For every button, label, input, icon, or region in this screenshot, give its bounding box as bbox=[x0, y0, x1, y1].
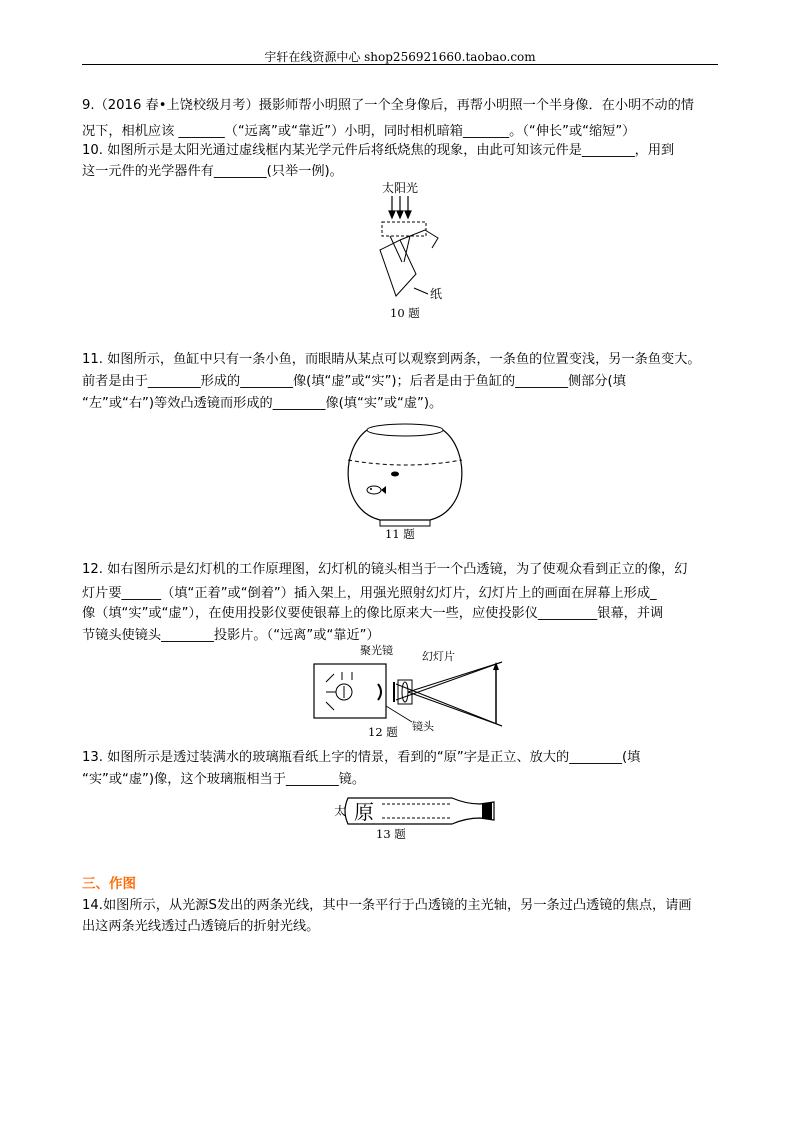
fig12-lens-label: 镜头 bbox=[412, 720, 434, 733]
small-fish-image bbox=[391, 472, 399, 477]
q14-line-2: 出这两条光线透过凸透镜后的折射光线。 bbox=[82, 919, 320, 934]
fig10-paper-label: 纸 bbox=[430, 287, 443, 301]
water-surface-line bbox=[348, 460, 462, 465]
q10-line-1: 10. 如图所示是太阳光通过虚线框内某光学元件后将纸烧焦的现象，由此可知该元件是________，用到 bbox=[82, 143, 675, 158]
lens-tube bbox=[398, 680, 412, 704]
q13-line-1: 13. 如图所示是透过装满水的玻璃瓶看纸上字的情景，看到的“原”字是正立、放大的________(填 bbox=[82, 750, 641, 765]
fig12-slide-label: 幻灯片 bbox=[422, 650, 455, 663]
fig10-sunlight-label: 太阳光 bbox=[382, 181, 419, 195]
dashed-element-box bbox=[382, 222, 426, 236]
q14-line-1: 14.如图所示，从光源S发出的两条光线，其中一条平行于凸透镜的主光轴，另一条过凸透镜的焦点，请画 bbox=[82, 898, 692, 913]
q9-line-2: 况下，相机应该 _______（“远离”或“靠近”）小明，同时相机暗箱_______。（“伸长”或“缩短”） bbox=[82, 124, 636, 139]
fig13-small-char: 太 bbox=[334, 804, 347, 818]
q11-line-2: 前者是由于________形成的________像(填“虚”或“实”)；后者是由于鱼缸的________侧部分(填 bbox=[82, 374, 626, 389]
section-3-title: 三、作图 bbox=[82, 876, 136, 892]
bottle-cap bbox=[482, 803, 492, 819]
figure-13-water-bottle bbox=[334, 790, 504, 842]
header-divider bbox=[82, 64, 718, 65]
sun-ray-arrows bbox=[389, 196, 411, 218]
fig13-caption: 13 题 bbox=[376, 827, 406, 841]
q11-line-3: “左”或“右”)等效凸透镜而形成的________像(填“实”或“虚”)。 bbox=[82, 396, 443, 411]
q9-line-1: 9.（2016 春•上饶校级月考）摄影师帮小明照了一个全身像后，再帮小明照一个半身像．在小明不动的情 bbox=[82, 98, 694, 113]
page-header: 宇轩在线资源中心 shop256921660.taobao.com bbox=[264, 50, 536, 64]
q12-line-4: 节镜头使镜头________投影片。（“远离”或“靠近”） bbox=[82, 628, 380, 643]
fig12-caption: 12 题 bbox=[368, 725, 398, 739]
figure-12-projector bbox=[312, 642, 512, 740]
fig10-caption: 10 题 bbox=[390, 306, 420, 320]
q12-line-1: 12. 如右图所示是幻灯机的工作原理图，幻灯机的镜头相当于一个凸透镜，为了使观众看到正立的像，幻 bbox=[82, 562, 688, 577]
projector-housing bbox=[314, 664, 386, 718]
fig11-caption: 11 题 bbox=[385, 527, 415, 540]
fig12-condenser-label: 聚光镜 bbox=[360, 644, 393, 657]
q11-line-1: 11. 如图所示，鱼缸中只有一条小鱼，而眼睛从某点可以观察到两条，一条鱼的位置变浅，另一条鱼变大。 bbox=[82, 352, 701, 367]
condenser-lens bbox=[378, 684, 381, 700]
q12-line-2: 灯片要______（填“正着”或“倒着”）插入架上，用强光照射幻灯片，幻灯片上的画面在屏幕上形成_ bbox=[82, 586, 657, 601]
q13-line-2: “实”或“虚”)像，这个玻璃瓶相当于________镜。 bbox=[82, 772, 366, 787]
fig13-magnified-char: 原 bbox=[354, 800, 374, 824]
q10-line-2: 这一元件的光学器件有________(只举一例)。 bbox=[82, 164, 343, 179]
large-fish-image bbox=[367, 486, 386, 494]
q12-line-3: 像（填“实”或“虚”），在使用投影仪要使银幕上的像比原来大一些，应使投影仪_________银幕，并调 bbox=[82, 606, 664, 621]
figure-11-fish-bowl bbox=[340, 420, 470, 540]
figure-10-sunlight-lens bbox=[370, 178, 460, 323]
